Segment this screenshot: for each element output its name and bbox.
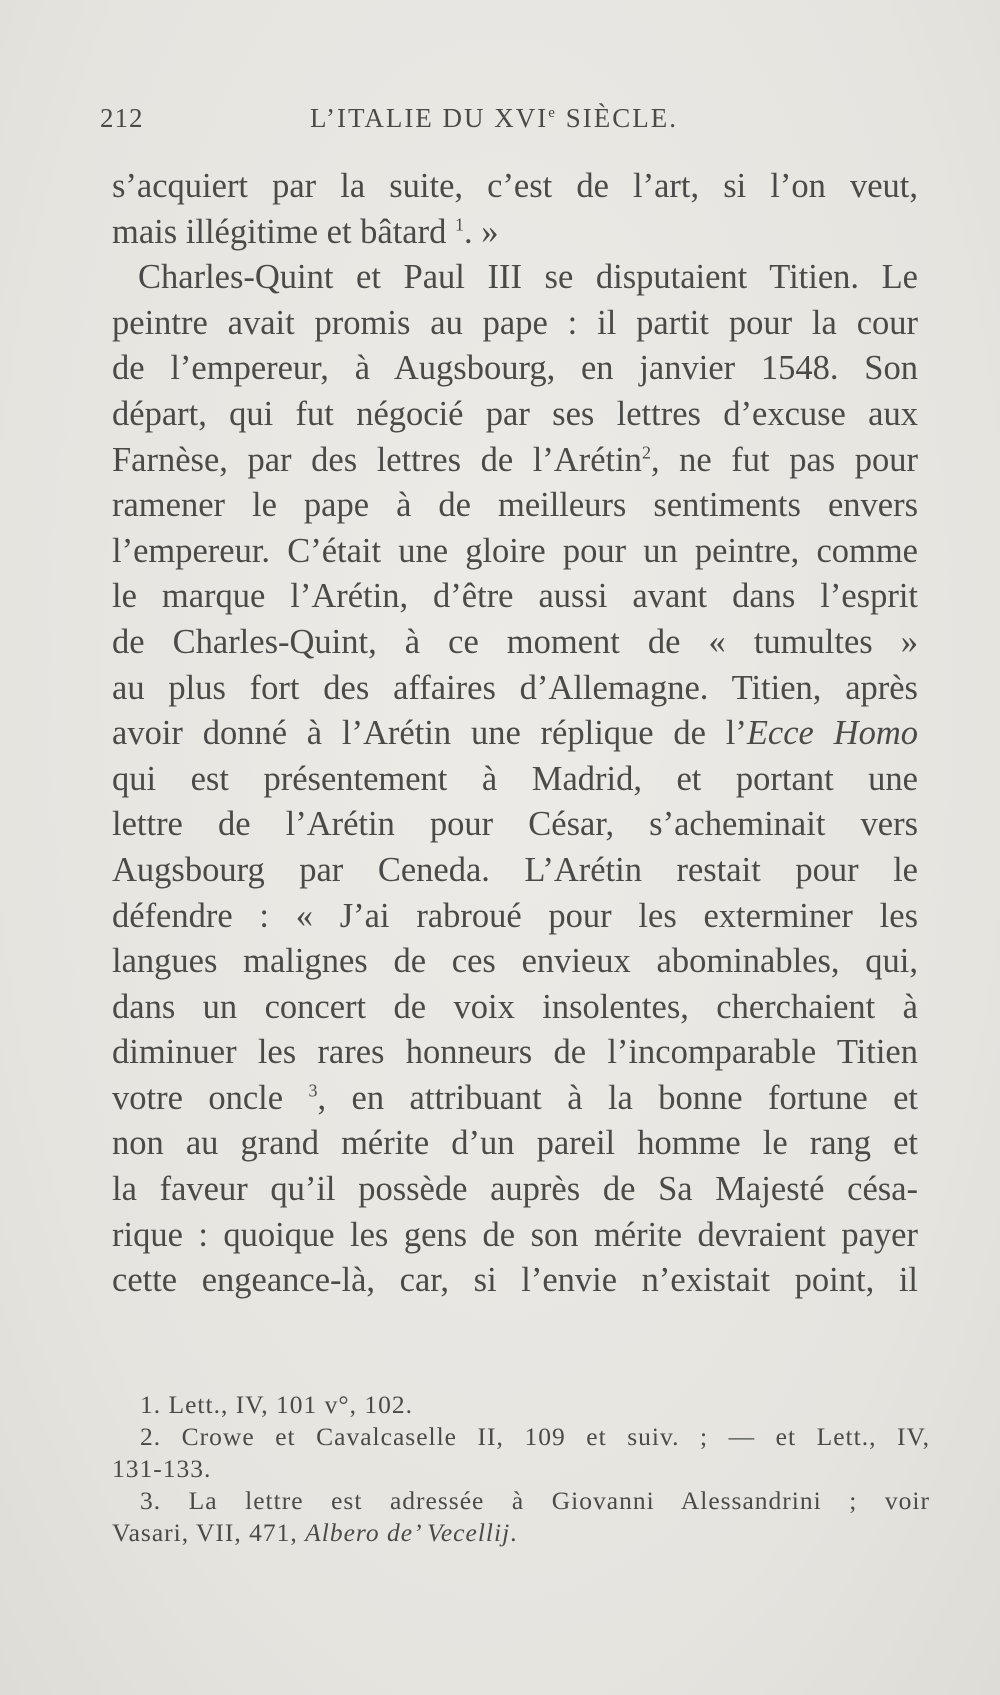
text-segment: . » [463, 212, 499, 251]
running-title [310, 103, 678, 134]
text-segment: avoir donné à l’Arétin une réplique de l’ [112, 714, 747, 753]
italic-title: Ecce Homo [746, 714, 918, 753]
text-line: Augsbourg par Ceneda. L’Arétin restait pour le [112, 850, 918, 889]
text-line: l’empereur. C’était une gloire pour un peintre, comme [112, 531, 918, 570]
text-line: départ, qui fut négocié par ses lettres d’excuse aux [112, 394, 918, 433]
running-title-sup: e [548, 105, 557, 121]
text-line: de Charles-Quint, à ce moment de « tumultes » [112, 622, 918, 661]
footnote-segment: . [510, 1518, 518, 1547]
text-line: au plus fort des affaires d’Allemagne. Titien, après [112, 668, 918, 707]
footnote-ref: 2 [641, 442, 651, 463]
text-line: langues malignes de ces envieux abominables, qui, [112, 942, 918, 981]
text-line: ramener le pape à de meilleurs sentiments envers [112, 486, 918, 525]
text-segment: votre oncle [112, 1078, 284, 1117]
running-title-pre: L’ITALIE DU XVI [310, 103, 549, 133]
page-header [96, 103, 906, 139]
text-line: peintre avait promis au pape : il partit pour la cour [112, 303, 918, 342]
text-line: la faveur qu’il possède auprès de Sa Majesté césa- [112, 1170, 918, 1209]
text-line [112, 1076, 918, 1122]
footnotes [112, 1389, 930, 1549]
text-line: défendre : « J’ai rabroué pour les exterminer les [112, 896, 918, 935]
text-line: lettre de l’Arétin pour César, s’acheminait vers [112, 805, 918, 844]
text-segment: Farnèse, par des lettres de l’Arétin [112, 440, 642, 479]
text-line: de l’empereur, à Augsbourg, en janvier 1548. Son [112, 349, 918, 388]
footnote-ref: 1 [454, 214, 464, 235]
footnote-3-cont [112, 1517, 930, 1549]
text-line: rique : quoique les gens de son mérite devraient payer [112, 1215, 918, 1254]
text-line: cette engeance-là, car, si l’envie n’existait point, il [112, 1261, 918, 1300]
footnote-2: 2. Crowe et Cavalcaselle II, 109 et suiv. ; — et Lett., IV, [140, 1422, 930, 1451]
page-number: 212 [100, 103, 144, 133]
footnote-ref: 3 [308, 1080, 318, 1101]
text-line: qui est présentement à Madrid, et portant une [112, 759, 918, 798]
body-text [112, 164, 918, 1304]
footnote-2-cont: 131-133. [112, 1454, 212, 1483]
text-line: le marque l’Arétin, d’être aussi avant dans l’esprit [112, 577, 918, 616]
text-line [112, 438, 918, 484]
footnote-3: 3. La lettre est adressée à Giovanni Alessandrini ; voir [140, 1486, 930, 1515]
footnote-1: 1. Lett., IV, 101 v°, 102. [140, 1390, 414, 1419]
text-line: Charles-Quint et Paul III se disputaient Titien. Le [138, 258, 918, 297]
text-line: s’acquiert par la suite, c’est de l’art, si l’on veut, [112, 167, 918, 205]
running-title-post: SIÈCLE. [556, 103, 678, 133]
text-line: dans un concert de voix insolentes, cherchaient à [112, 987, 918, 1026]
text-segment: , ne fut pas pour [650, 440, 918, 479]
text-segment: , en attribuant à la bonne fortune et [317, 1078, 918, 1117]
text-line [112, 711, 918, 757]
text-line [112, 210, 918, 256]
text-segment: mais illégitime et bâtard [112, 212, 447, 251]
text-line: diminuer les rares honneurs de l’incomparable Titien [112, 1033, 918, 1072]
footnote-segment: Vasari, VII, 471, [112, 1518, 306, 1547]
footnote-italic-title: Albero de’ Vecellij [305, 1518, 511, 1547]
text-line: non au grand mérite d’un pareil homme le rang et [112, 1124, 918, 1163]
